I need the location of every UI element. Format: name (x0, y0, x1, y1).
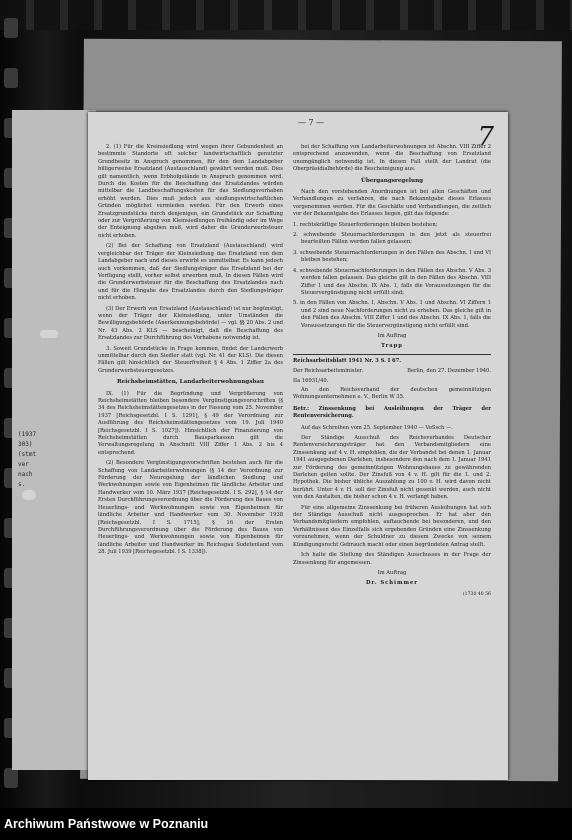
signature-name (293, 343, 491, 350)
archive-footer (0, 808, 572, 840)
section-heading: Reichsheimstätten, Landarbeiterwohnungsbau (117, 379, 264, 386)
page-number: — 7 — (298, 118, 325, 127)
adjacent-page-fragment: (1937 (18, 431, 37, 438)
paragraph: 3. Soweit Grundstücke in Frage kommen, findet der Landerwerb unmittelbar durch den Siedler statt (vgl. Nr. 41 der KLS). Die diesen Fällen gilt hinsichtlich der Steuerfreiheit § 4 Abs. 1 Ziffer 2a des Grunderwerbsteuergesetzes. (98, 345, 283, 374)
adjacent-page-fragment: ver (18, 461, 29, 468)
paragraph: Auf das Schreiben vom 25. September 1940 — VoSsch —. (301, 424, 453, 431)
adjacent-page-fragment: (stmt (18, 451, 37, 458)
paragraph: (2) Bei der Schaffung von Ersatzland (Austauschland) wird vergleichbar der Träger der Kleinsiedlung das Ersatzland von dem Landabgeber nach und dieses erwirbt es unmittelbar. Es kann jedoch auch vorkommen, daß der Siedlungsträger das Ersatzland bei der Verfügung stellt, vorher selbst erwerben muß. In diesen Fällen wird die Grunderwerbsteuer für die Beschaffung des Ersatzlandes nach und für die Hingabe des Ersatzlandes durch den Siedlungsträger nicht erhoben. (98, 243, 283, 302)
adjacent-page-fragment: 303) (18, 441, 33, 448)
signature-name-text: Dr. Schimmer (365, 580, 419, 587)
list-item: 3. schwebende Steuernachforderungen in den Fällen des Abschn. I und VI bleiben bestehen; (293, 249, 491, 264)
publication-reference: Reichsarbeitsblatt 1941 Nr. 3 S. I 67. (293, 357, 401, 364)
print-number: (1730 40 56 (462, 591, 491, 597)
letter-header-line (293, 378, 491, 385)
archive-name: Archiwum Państwowe w Poznaniu (4, 817, 209, 831)
film-scratch (22, 490, 36, 500)
paragraph: Der Ständige Ausschuß des Reichsverbandes Deutscher Rentenversicherungsträger hat den Verbandsmitgliedern eine Zinssenkung auf 4 v. H. empfohlen, die der Verbandst bei denen 1. Januar 1941 ausgegebenen Darlehen, insbesondere den nach dem 1. Januar 1941 zur Förderung des gemeinnützigen Wohnungsbaues zu gewährenden Darlehen gelten sollte. Der Zinsfuß von 4 v. H. gilt für die 1. und 2. Hypothek. Die bisher übliche Auszahlung zu 100 v. H. wird davon nicht berührt. Unter 4 v. H. soll der Zinsfuß nicht gesenkt werden, auch nicht von den Anstalten, die bisher schon 4 v. H. verlangt haben. (293, 435, 491, 501)
paragraph: 2. (1) Für die Kreinsiedlung wird wegen ihrer Gebundenheit an bestimmte Standorte oft solcher landwirtschaftlich genutzter Grundbesitz in Anspruch genommen, für den dem Landabgeber billigerweise Ersatzland (Austauschland) gewährt werden muß. Dies gilt namentlich, wenn Erbhofgelände in Anspruch genommen wird. Durch die Kosten für die Beschaffung des Ersatzlandes würden mittelbar die Landbeschaffungskosten für das Siedlungsvorhaben erhöht werden. Dies muß jedoch aus siedlungswirtschaftlichen Gründen möglichst vermieden werden. Für den Erwerb eines Ersatzgrundstücks durch denjenigen, ein Grundstück zur Schaffung oder zur Vergrößerung von Kleinsiedlungen freihändig oder im Wege der Enteignung abgeben muß, wird daher die Grunderwerbsteuer nicht erhoben. (98, 144, 283, 239)
paragraph: Ich halte die Stellung des Ständigen Ausschusses in der Frage der Zinssenkung für angemessen. (293, 552, 491, 566)
adjacent-page-edge (12, 110, 96, 770)
signature-line: Im Auftrag (377, 332, 407, 339)
paragraph: IX. (1) Für die Begründung und Vergrößerung von Reichsheimstätten bleiben besondere Vergünstigungsvorschriften (§ 34 des Reichsheimstättengesetzes in der Fassung vom 25. November 1937 [Reichsgesetzbl. I S. 1291], § 49 der Verordnung zur Ausführung des Reichsheimstättengesetzes vom 19. Juli 1940 [Reichsgesetzbl. I S. 1027]). Hinsichtlich der Finanzierung von Reichsheimstätten durch Bausparkassen gilt die Verwaltungsregelung in Abschnitt VIII Ziffer 1 Abs. 2 bis 4 entsprechend. (98, 390, 283, 456)
signature-line: Im Auftrag (377, 569, 407, 576)
document-page (88, 112, 508, 780)
signature-name (293, 580, 491, 587)
adjacent-page-fragment: nach (18, 471, 33, 478)
paragraph: An den Reichsverband der deutschen gemeinnützigen Wohnungsunternehmen e. V., Berlin W 35. (293, 386, 491, 401)
handwritten-page-number: 7 (477, 122, 494, 152)
section-divider (293, 354, 491, 355)
signature-name-text: Trapp (381, 343, 403, 350)
right-text-column (293, 144, 491, 601)
subject-line: Betr.: Zinssenkung bei Ausleihungen der Träger der Rentenversicherung. (293, 405, 491, 420)
film-scratch (40, 330, 58, 338)
list-item: 4. schwebende Steuernachforderungen in den Fällen des Abschn. V Abs. 3 werden fallen gelassen. Das gleiche gilt in den Fällen des Abschn. VIII Ziffer 1 und des Abschn. IX Abs. 1, falls die Voraussetzungen für die Steuervergünstigung nicht erfüllt sind; (293, 267, 491, 296)
section-heading: Übergangsregelung (360, 177, 424, 184)
letter-header-line (293, 368, 491, 375)
paragraph: (3) Der Erwerb von Ersatzland (Austauschland) ist nur begünstigt, wenn der Träger der Kleinsiedlung, unter Umständen die Bewilligungsbehörde (Anerkennungsbehörde) — vgl. §§ 20 Abs. 2 und Nr. 43 Abs. 2 KLS — bescheinigt, daß die Beschaffung des Ersatzlandes zur Durchführung des Vorhabens notwendig ist. (98, 305, 283, 342)
adjacent-page-text (18, 430, 88, 490)
paragraph: bei der Schaffung von Landarbeiterwohnungen ist Abschn. VIII Ziffer 2 entsprechend anzuwenden, wenn die Beschaffung von Ersatzland unumgänglich notwendig ist. In diesen Fall stellt der Landrat (die Oberpräsidialbehörde) die Bescheinigung aus. (293, 144, 491, 173)
paragraph: Für eine allgemeine Zinssenkung bei früheren Ausleihungen hat sich der Ständige Ausschuß nicht ausgesprochen. Er hat aber den Verbandsmitgliedern empfohlen, auftauchende bei besonderen, und den Verhältnissen des Einzelfalls sich ergebenden Gründen eine Zinssenkung vorzunehmen, wenn der Schuldner zu diesem Zwecke von seinem Kündigungsrecht Gebrauch macht oder einen begründeten Antrag stellt. (293, 504, 491, 548)
letter-header-left: IIa 16931/40. (293, 377, 329, 384)
film-top-strip (0, 0, 572, 30)
letter-header-left: Der Reichsarbeitsminister. (293, 368, 364, 375)
letter-header-right: Berlin, den 27. Dezember 1940. (407, 368, 491, 375)
left-text-column (98, 144, 283, 560)
paragraph: Nach den vorstehenden Anordnungen ist bei allen Geschäften und Verhandlungen zu verfahren, die nach Bekanntgabe dieses Erlasses vorgenommen werden. Für die Geschäfte und Verhandlungen, die zeitlich vor der Bekanntgabe des Erlasses liegen, gilt das folgende: (293, 189, 491, 218)
list-item: 1. rechtskräftige Steuerforderungen bleiben bestehen; (293, 221, 438, 228)
list-item: 5. in den Fällen von Abschn. I, Abschn. V Abs. 1 und Abschn. VI Ziffern 1 und 2 sind neue Nachforderungen nicht zu erheben. Das gleiche gilt in den Fällen des Abschn. VIII Ziffer 1 und des Abschn. IX Abs. 1, falls die Voraussetzungen für die Steuervergünstigung nicht erfüllt sind. (293, 300, 491, 329)
list-item: 2. schwebende Steuernachforderungen in den jetzt als steuerfrei beurteilten Fällen werden fallen gelassen; (293, 232, 491, 246)
paragraph: (2) Besondere Vergünstigungsvorschriften bestehen auch für die Schaffung von Landarbeiterwohnungen (§ 14 der Verordnung zur Förderung der Neuregelung der ländlichen Siedlung und Werkwohnungen sowie von Eigenheimen für ländliche Arbeiter und Handwerker vom 10. März 1937 [Reichsgesetzbl. I S. 292], § 14 der Ersten Durchführungsverordnung über die Förderung des Baues von Heuerlings- und Werkwohnungen sowie von Eigenheimen für ländliche Arbeiter und Handwerker vom 30. November 1938 [Reichsgesetzbl. I S. 1715], § 16 der Ersten Durchführungsverordnung über die Förderung des Baues von Heuerlings- und Werkwohnungen sowie von Eigenheimen für ländliche Arbeiter und Handwerker im Reichsgau Sudetenland vom 28. Juli 1939 [Reichsgesetzbl. I S. 1338]). (98, 460, 283, 556)
adjacent-page-fragment: s. (18, 481, 26, 488)
